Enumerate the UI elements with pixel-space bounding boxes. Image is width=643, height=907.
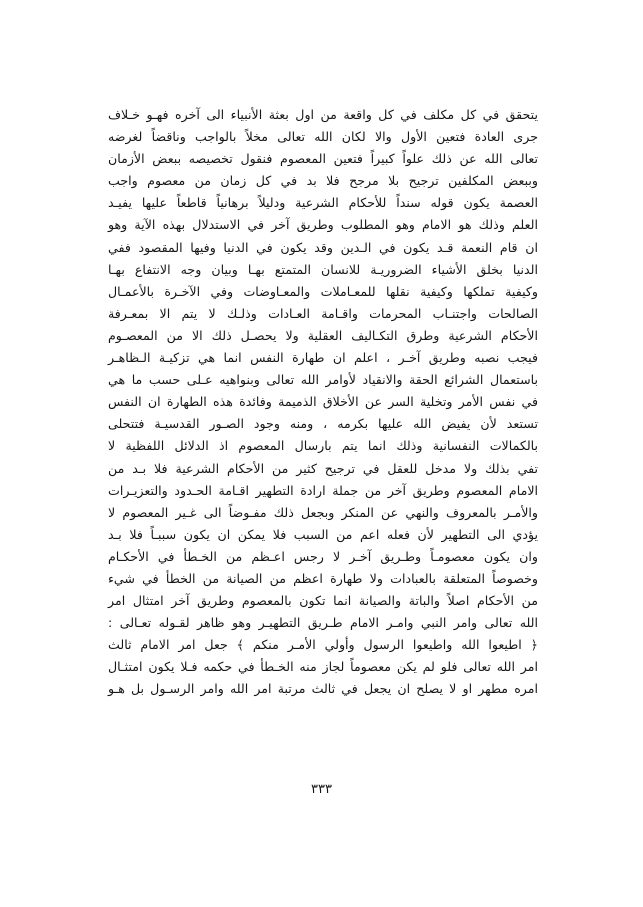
text-line: بالكمالات النفسانية وذلك انما يتم بارسال المعصوم اذ الدلائل اللفظية لا [108,438,538,454]
text-line: الأحكام الشرعية وطرق التكـاليف العقلية ولا يحصـل ذلك الا من المعصـوم [108,327,538,343]
text-line: امر الله تعالى فلو لم يكن معصوماً لجاز منه الخـطأ في حكمه فـلا يكون امتثـال [108,659,538,675]
page-number: ٣٣٣ [311,782,332,797]
paragraph [108,104,538,701]
text-line: في نفس الأمر وتخلية السر عن الأخلاق الذميمة وفائدة هذه الطهارة ان النفس [108,394,538,410]
text-line: جرى العادة فتعين الأول والا لكان الله تعالى مخلاً بالواجب وناقضاً لغرضه [108,129,538,145]
body-text [108,104,538,701]
text-line: يتحقق في كل مكلف في كل واقعة من اول بعثة الأنبياء الى آخره فهـو خـلاف [108,107,538,122]
text-line: الامام المعصوم وطريق آخر من جملة ارادة التطهير اقـامة الحـدود والتعزيـرات [108,482,538,498]
text-line: وكيفية تملكها وكيفية نقلها للمعـاملات والمعـاوضات وفي الآخـرة بالأعمـال [108,283,538,299]
text-line: تستعد لأن يفيض الله عليها بكرمه ، ومنه وجود الصـور القدسيـة فتتحلى [108,416,538,432]
text-line: الصالحات واجتنـاب المحرمات واقـامة العـادات وذلـك لا يتم الا بمعـرفة [108,305,538,321]
text-line: يؤدي الى التطهير لأن فعله اعم من السبب فلا يمكن ان يكون سببـاً فلا بـد [108,526,538,542]
text-line: العلم وذلك هو الامام وهو المطلوب وطريق آخر في الاستدلال بهذه الآية وهو [108,217,538,233]
text-line: تعالى الله عن ذلك علواً كبيراً فتعين المعصوم فنقول تخصيصه ببعض الأزمان [108,151,538,167]
text-line: ان قام النعمة قـد يكون في الـدين وقد يكون في الدنيا وفيها المقصود ففي [108,239,538,255]
text-line: الدنيا بخلق الأشياء الضروريـة للانسان المتمتع بهـا وبيان وجه الانتفاع بهـا [108,261,538,277]
text-line: الله تعالى وامر النبي وامـر الامام طـريق التطهيـر وهو ظاهر لقـوله تعـالى : [108,615,538,631]
text-line: وخصوصاً المتعلقة بالعبادات ولا طهارة اعظم من الصيانة من الخطأ في شيء [108,570,538,586]
text-line: والأمـر بالمعروف والنهي عن المنكر وبجعل ذلك مفـوضاً الى غـير المعصوم لا [108,504,538,520]
text-line: وببعض المكلفين ترجيح بلا مرجح فلا بد في كل زمان من معصوم واجب [108,173,538,189]
text-line: امره مطهر او لا يصلح ان يجعل في ثالث مرتبة امر الله وامر الرسـول بل هـو [108,681,538,697]
text-line: ﴿ اطيعوا الله واطيعوا الرسول وأولي الأمـر منكم ﴾ جعل امر الامام ثالث [108,637,538,653]
text-line: من الأحكام اصلاً والباتة والصيانة انما تكون بالمعصوم وطريق آخر امتثال امر [108,593,538,609]
text-line: تفي بذلك ولا مدخل للعقل في ترجيح كثير من الأحكام الشرعية فلا بـد من [108,460,538,476]
text-line: باستعمال الشرائع الحقة والانقياد لأوامر الله تعالى وبنواهيه عـلى حسب ما هي [108,372,538,388]
text-line: فيجب نصبه وطريق آخـر ، اعلم ان طهارة النفس انما هي تزكيـة الـظاهـر [108,350,538,366]
text-line: وان يكون معصومـاً وطـريق آخـر لا رجس اعـظم من الخـطأ في الأحكـام [108,548,538,564]
text-line: العصمة يكون قوله سنداً للأحكام الشرعية ودليلاً برهانياً قاطعاً عليها يفيـد [108,195,538,211]
